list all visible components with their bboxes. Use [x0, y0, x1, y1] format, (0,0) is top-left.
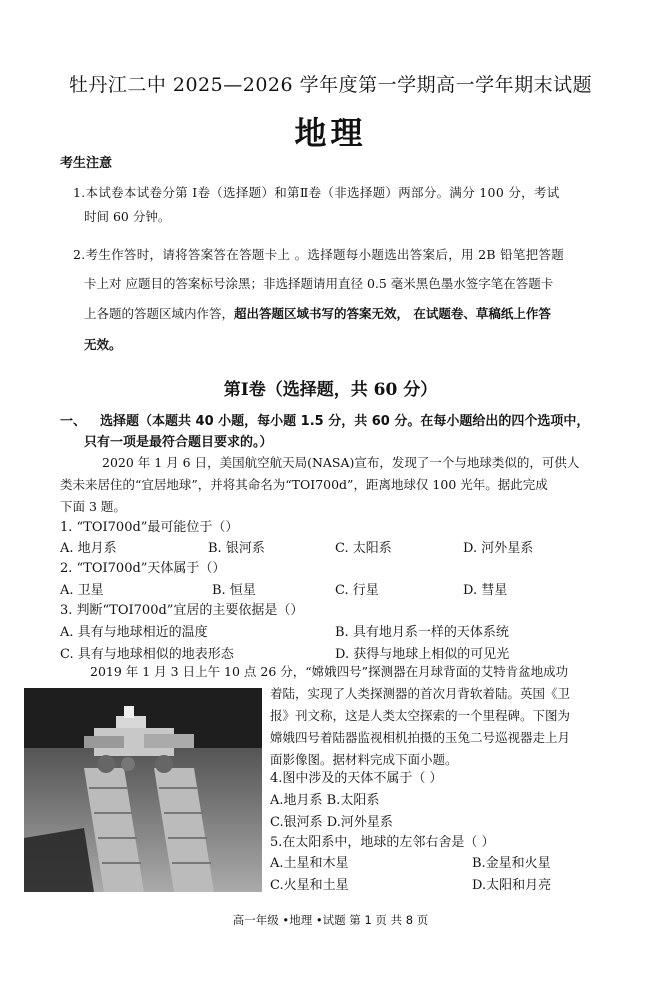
q1-stem: 1. “TOI700d”最可能位于（） — [60, 520, 239, 535]
q5-option-c: C.火星和土星 — [270, 878, 349, 893]
q3-stem: 3. 判断“TOI700d”宜居的主要依据是（） — [60, 603, 304, 618]
notice-item-2-line-2: 卡上对 应题目的答案标号涂黑；非选择题请用直径 0.5 毫米黑色墨水签字笔在答题卡 — [84, 276, 554, 291]
q3-option-b: B. 具有地月系一样的天体系统 — [335, 625, 509, 640]
notice-item-2-line-3-bold: 超出答题区域书写的答案无效， 在试题卷、草稿纸上作答 — [234, 306, 551, 321]
q5-option-a: A.土星和木星 — [270, 856, 349, 871]
passage-1-line-2: 类未来居住的“宜居地球”，并将其命名为“TOI700d”，距离地球仅 100 光年。据此完成 — [60, 477, 548, 492]
q2-stem: 2. “TOI700d”天体属于（） — [60, 561, 226, 576]
notice-item-1-line-1: 1.本试卷本试卷分第 Ⅰ卷（选择题）和第Ⅱ卷（非选择题）两部分。满分 100 分，考试 — [73, 185, 560, 200]
notice-heading: 考生注意 — [60, 156, 113, 171]
q1-option-a: A. 地月系 — [60, 541, 117, 556]
passage-1-line-3: 下面 3 题。 — [60, 499, 126, 514]
notice-item-2-line-1: 2.考生作答时，请将答案答在答题卡上 。选择题每小题选出答案后，用 2B 铅笔把答题 — [73, 247, 565, 262]
passage-2-line-5: 面影像图。据材料完成下面小题。 — [270, 752, 458, 767]
q1-option-d: D. 河外星系 — [463, 541, 534, 556]
passage-2-line-2: 着陆，实现了人类探测器的首次月背软着陆。英国《卫 — [270, 686, 571, 701]
notice-item-2-line-3 — [84, 304, 551, 323]
passage-2-line-1: 2019 年 1 月 3 日上午 10 点 26 分，“嫦娥四号”探测器在月球背面的艾特肯盆地成功 — [90, 664, 569, 679]
q2-option-a: A. 卫星 — [60, 583, 104, 598]
page-footer: 高一年级 •地理 •试题 第 1 页 共 8 页 — [232, 913, 429, 927]
lunar-rover-image — [24, 688, 262, 892]
section-1-title: 第Ⅰ卷（选择题，共 60 分） — [223, 380, 438, 400]
q4-stem: 4.图中涉及的天体不属于（ ） — [270, 771, 443, 786]
section-1-instruction-line-1: 选择题（本题共 40 小题，每小题 1.5 分，共 60 分。在每小题给出的四个选项中， — [100, 414, 590, 429]
notice-item-1-line-2: 时间 60 分钟。 — [84, 209, 171, 224]
q3-option-c: C. 具有与地球相似的地表形态 — [60, 647, 234, 662]
q5-option-d: D.太阳和月亮 — [472, 878, 552, 893]
passage-2-line-3: 报》刊文称，这是人类太空探索的一个里程碑。下图为 — [270, 708, 571, 723]
section-1-instruction-line-2: 只有一项是最符合题目要求的。） — [84, 435, 273, 450]
q2-option-c: C. 行星 — [335, 583, 379, 598]
q2-option-b: B. 恒星 — [212, 583, 256, 598]
section-1-number: 一、 — [60, 414, 87, 429]
q5-stem: 5.在太阳系中，地球的左邻右舍是（ ） — [270, 835, 495, 850]
q3-option-d: D. 获得与地球上相似的可见光 — [335, 647, 510, 662]
q5-option-b: B.金星和火星 — [472, 856, 551, 871]
q4-options-ab: A.地月系 B.太阳系 — [270, 793, 380, 808]
passage-1-line-1: 2020 年 1 月 6 日，美国航空航天局(NASA)宣布，发现了一个与地球类似的，可供人 — [102, 455, 580, 470]
exam-title: 牡丹江二中 2025—2026 学年度第一学期高一学年期末试题 — [68, 74, 593, 96]
notice-item-2-line-4: 无效。 — [84, 337, 122, 352]
q2-option-d: D. 彗星 — [463, 583, 508, 598]
q3-option-a: A. 具有与地球相近的温度 — [60, 625, 208, 640]
yutu-rover-photo — [24, 688, 262, 892]
subject-title: 地理 — [294, 114, 367, 152]
q1-option-b: B. 银河系 — [208, 541, 265, 556]
notice-item-2-line-3-normal: 上各题的答题区域内作答， — [84, 306, 235, 321]
passage-2-line-4: 嫦娥四号着陆器监视相机拍摄的玉兔二号巡视器走上月 — [270, 730, 571, 745]
q1-option-c: C. 太阳系 — [335, 541, 392, 556]
q4-options-cd: C.银河系 D.河外星系 — [270, 815, 393, 830]
